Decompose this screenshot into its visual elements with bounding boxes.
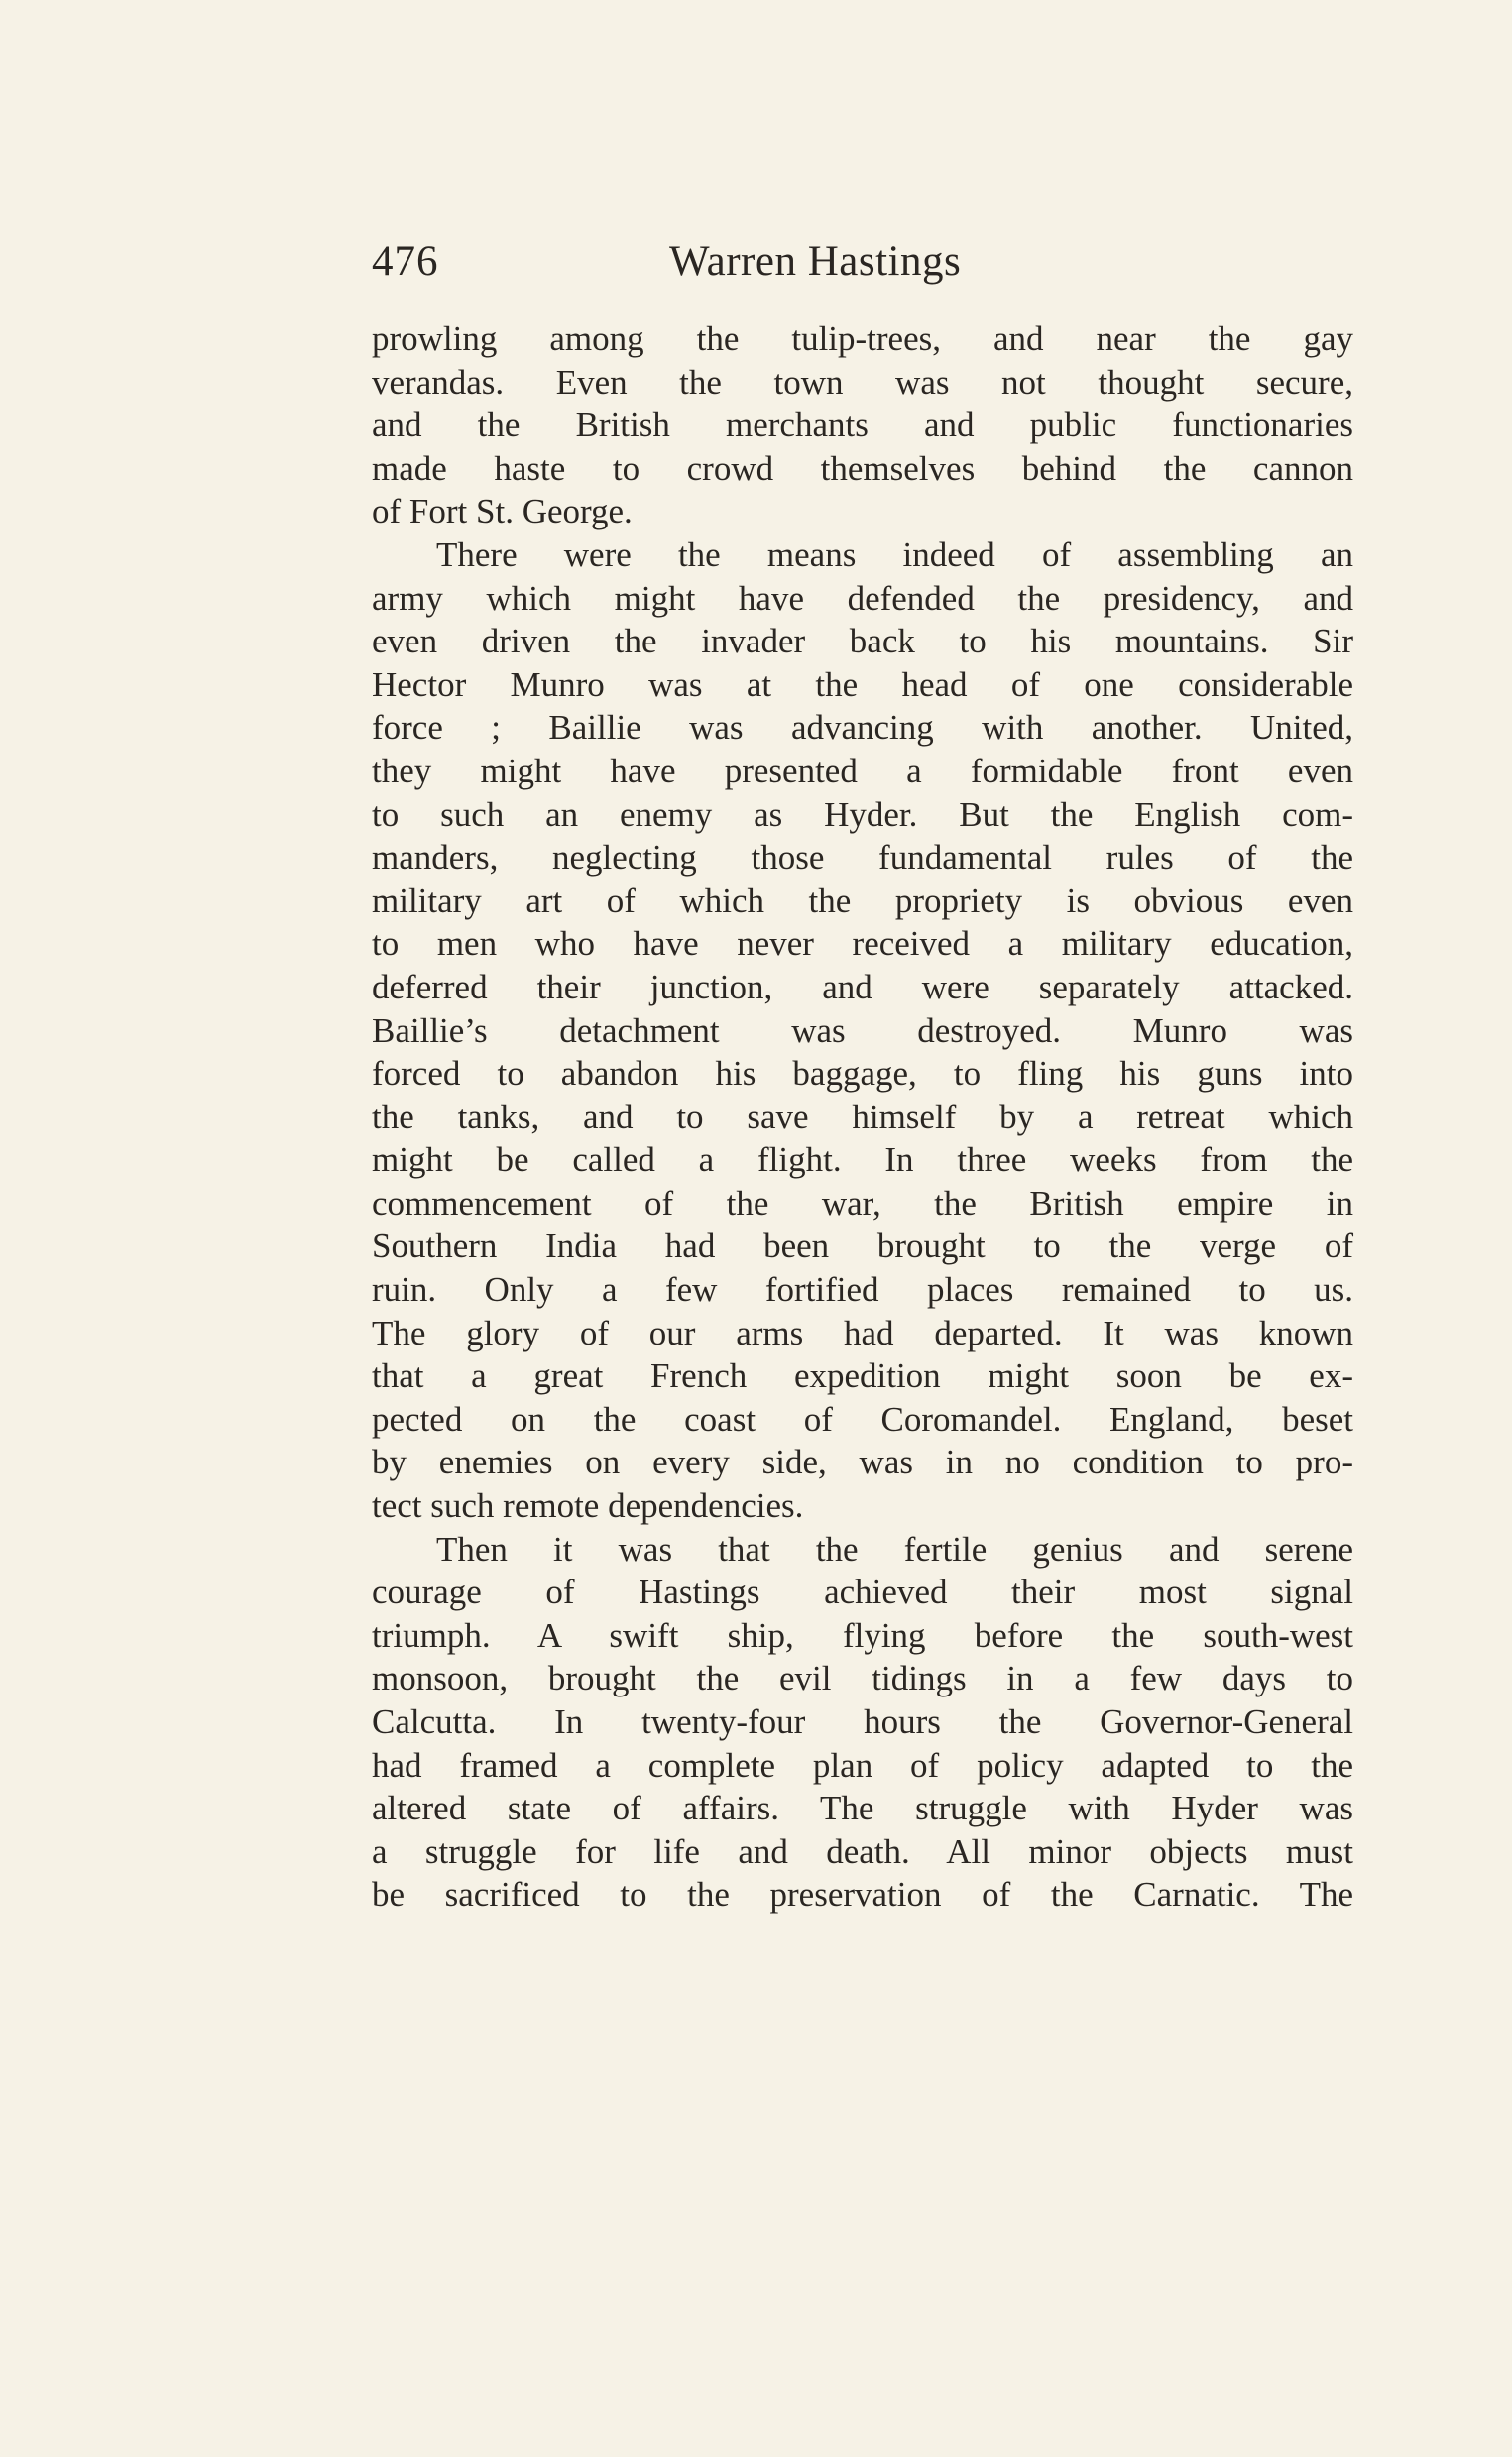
page-number: 476 bbox=[372, 238, 439, 285]
text-line: that a great French expedition might soon be ex- bbox=[372, 1356, 1353, 1396]
text-line: had framed a complete plan of policy adapted to the bbox=[372, 1745, 1353, 1785]
text-line: commencement of the war, the British empire in bbox=[372, 1183, 1353, 1223]
text-line: tect such remote dependencies. bbox=[372, 1486, 804, 1526]
running-title: Warren Hastings bbox=[669, 238, 962, 285]
text-line: Southern India had been brought to the verge of bbox=[372, 1227, 1353, 1266]
text-line: by enemies on every side, was in no condition to pro- bbox=[372, 1443, 1353, 1482]
text-line: pected on the coast of Coromandel. England, beset bbox=[372, 1399, 1353, 1439]
paragraph bbox=[372, 317, 1353, 533]
text-line: they might have presented a formidable front even bbox=[372, 751, 1353, 790]
text-line: prowling among the tulip-trees, and near the gay bbox=[372, 319, 1353, 358]
body-text bbox=[372, 317, 1353, 1917]
text-line: Baillie’s detachment was destroyed. Munro was bbox=[372, 1010, 1353, 1050]
paragraph bbox=[372, 1528, 1353, 1917]
text-line: military art of which the propriety is obvious even bbox=[372, 880, 1353, 920]
text-line: the tanks, and to save himself by a retreat which bbox=[372, 1097, 1353, 1136]
text-line: manders, neglecting those fundamental rules of the bbox=[372, 838, 1353, 878]
text-line: deferred their junction, and were separately attacked. bbox=[372, 967, 1353, 1006]
text-line: to men who have never received a military education, bbox=[372, 924, 1353, 964]
running-head bbox=[372, 232, 1353, 292]
paragraph bbox=[372, 533, 1353, 1528]
text-line: a struggle for life and death. All minor objects must bbox=[372, 1831, 1353, 1871]
text-line: of Fort St. George. bbox=[372, 492, 633, 531]
text-line: ruin. Only a few fortified places remained to us. bbox=[372, 1270, 1353, 1310]
text-line: monsoon, brought the evil tidings in a few days to bbox=[372, 1659, 1353, 1698]
text-line: altered state of affairs. The struggle with Hyder was bbox=[372, 1789, 1353, 1828]
text-line: made haste to crowd themselves behind the cannon bbox=[372, 448, 1353, 488]
text-line: forced to abandon his baggage, to fling his guns into bbox=[372, 1054, 1353, 1094]
text-line: army which might have defended the presidency, and bbox=[372, 578, 1353, 618]
text-line: triumph. A swift ship, flying before the south-west bbox=[372, 1615, 1353, 1655]
text-line: be sacrificed to the preservation of the Carnatic. The bbox=[372, 1875, 1353, 1915]
text-line: even driven the invader back to his mountains. Sir bbox=[372, 622, 1353, 661]
text-line: There were the means indeed of assembling an bbox=[436, 534, 1353, 574]
text-line: The glory of our arms had departed. It was known bbox=[372, 1313, 1353, 1352]
text-line: and the British merchants and public functionaries bbox=[372, 406, 1353, 445]
text-line: verandas. Even the town was not thought secure, bbox=[372, 362, 1353, 402]
text-line: Calcutta. In twenty-four hours the Governor-General bbox=[372, 1702, 1353, 1741]
text-line: Hector Munro was at the head of one considerable bbox=[372, 664, 1353, 704]
text-line: to such an enemy as Hyder. But the English com- bbox=[372, 794, 1353, 834]
text-line: might be called a flight. In three weeks from the bbox=[372, 1140, 1353, 1180]
text-line: Then it was that the fertile genius and serene bbox=[436, 1529, 1353, 1569]
text-line: force ; Baillie was advancing with another. United, bbox=[372, 708, 1353, 748]
text-line: courage of Hastings achieved their most signal bbox=[372, 1573, 1353, 1612]
